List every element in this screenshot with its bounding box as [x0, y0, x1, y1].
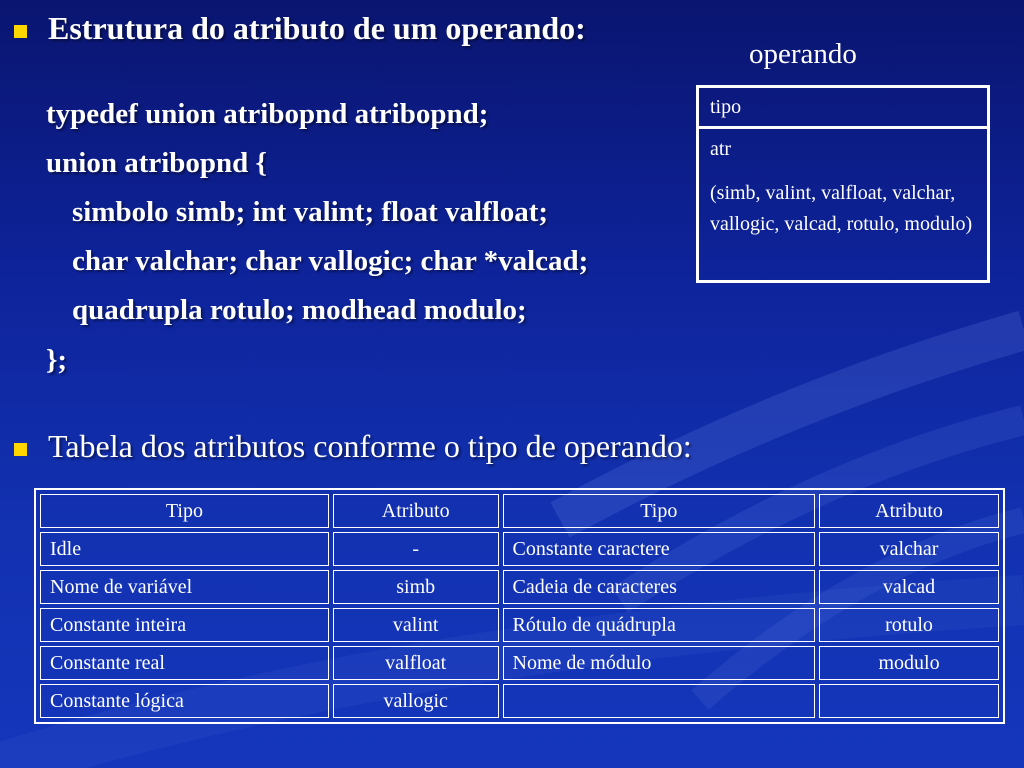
table-cell: -	[333, 532, 499, 566]
code-line: quadrupla rotulo; modhead modulo;	[72, 294, 527, 326]
table-row	[40, 684, 999, 718]
code-line: typedef union atribopnd atribopnd;	[46, 98, 489, 130]
table-cell: Constante inteira	[40, 608, 329, 642]
attribute-table	[34, 488, 1005, 724]
operand-atr-field: atr	[710, 138, 732, 160]
table-cell: valint	[333, 608, 499, 642]
table-cell	[819, 684, 999, 718]
table-header-cell: Tipo	[503, 494, 816, 528]
table-header-cell: Atributo	[333, 494, 499, 528]
table-cell: modulo	[819, 646, 999, 680]
table-header-cell: Tipo	[40, 494, 329, 528]
operand-box	[696, 85, 990, 283]
table-header-row	[40, 494, 999, 528]
code-line: char valchar; char vallogic; char *valcad;	[72, 245, 589, 277]
table-row	[40, 646, 999, 680]
table-row	[40, 608, 999, 642]
table-cell: Constante caractere	[503, 532, 816, 566]
bullet-square-icon	[14, 25, 27, 38]
heading-tabela: Tabela dos atributos conforme o tipo de operando:	[48, 428, 692, 464]
table-cell: simb	[333, 570, 499, 604]
table-cell: valcad	[819, 570, 999, 604]
table-cell: valchar	[819, 532, 999, 566]
code-line: };	[46, 344, 68, 376]
table-cell: Rótulo de quádrupla	[503, 608, 816, 642]
code-line: simbolo simb; int valint; float valfloat;	[72, 196, 549, 228]
table-cell: Constante real	[40, 646, 329, 680]
table-cell: Idle	[40, 532, 329, 566]
table-cell: Nome de módulo	[503, 646, 816, 680]
operand-label: operando	[749, 38, 857, 70]
table-row	[40, 532, 999, 566]
operand-atr-members: (simb, valint, valfloat, valchar, vallogic, valcad, rotulo, modulo)	[710, 182, 973, 235]
table-cell: Cadeia de caracteres	[503, 570, 816, 604]
operand-tipo-field: tipo	[699, 88, 987, 129]
table-row	[40, 570, 999, 604]
table-cell: Constante lógica	[40, 684, 329, 718]
table-header-cell: Atributo	[819, 494, 999, 528]
table-cell	[503, 684, 816, 718]
table-cell: rotulo	[819, 608, 999, 642]
table-cell: vallogic	[333, 684, 499, 718]
table-cell: valfloat	[333, 646, 499, 680]
heading-estrutura: Estrutura do atributo de um operando:	[48, 10, 586, 46]
code-line: union atribopnd {	[46, 147, 267, 179]
table-cell: Nome de variável	[40, 570, 329, 604]
bullet-square-icon	[14, 443, 27, 456]
